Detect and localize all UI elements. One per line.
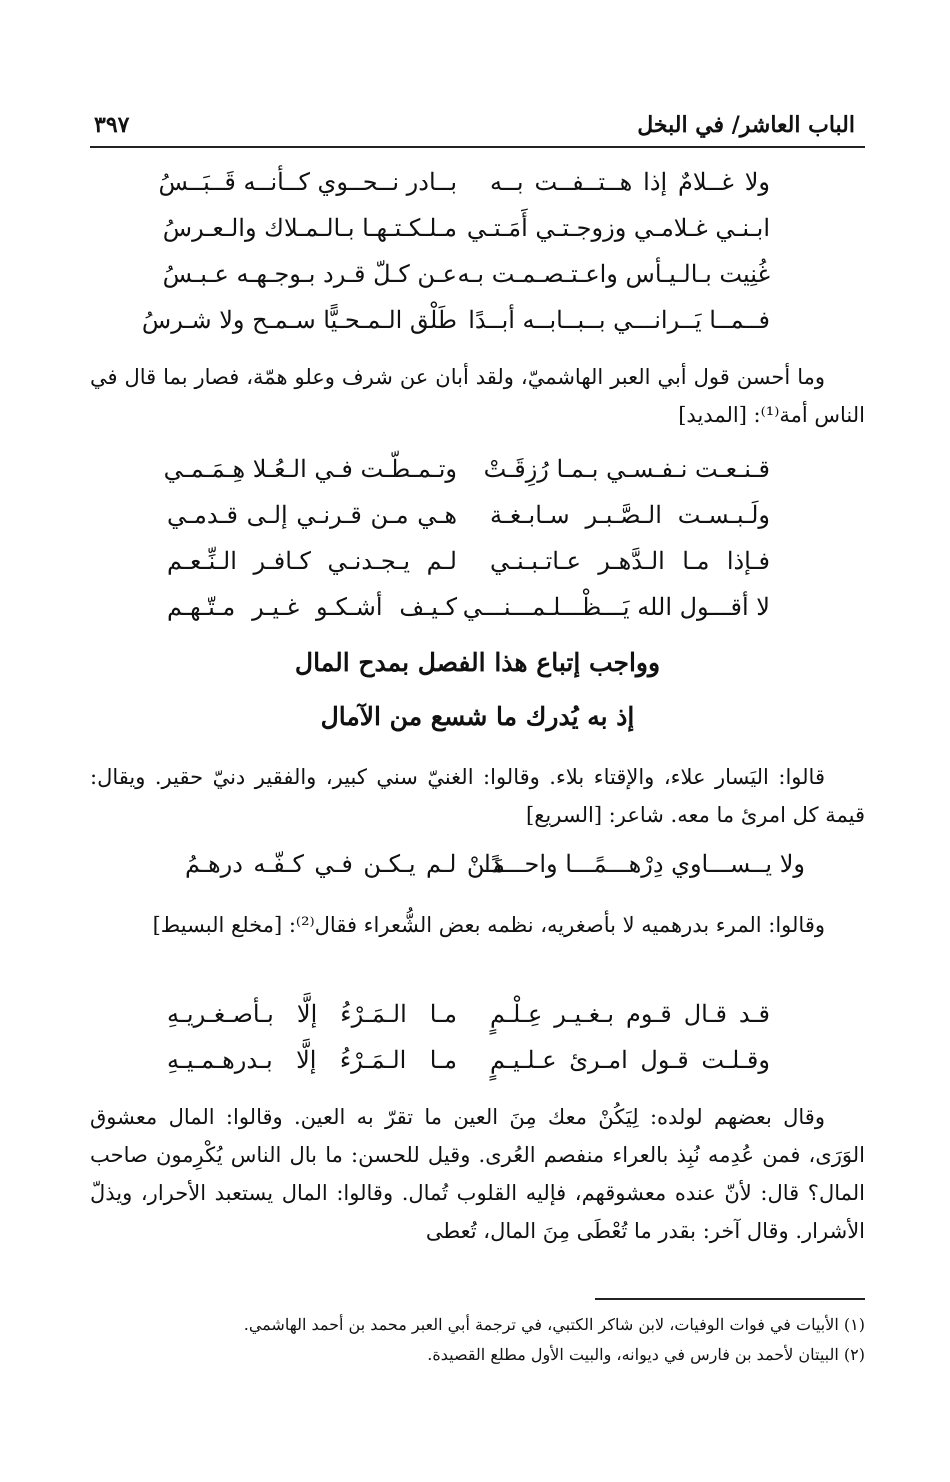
- verse-4: [90, 593, 865, 639]
- verse-1: [90, 455, 865, 501]
- paragraph-text: وقال بعضهم لولده: لِيَكُنْ معك مِنَ العين ما تقرّ به العين. وقالوا: المال معشوق الوَرَى، فمن عُدِمه نُبِذ بالعراء منفصم العُرى. وقيل للحسن: ما بال الناس يُكْرِمون صاحب المال؟ قال: لأنّ عنده معشوقهم، فإليه القلوب تُمال. وقالوا: المال يستعبد الأحرار، ويذلّ الأشرار. وقال آخر: بقدر ما تُعْطَى مِنَ المال، تُعطى: [90, 1105, 865, 1243]
- verse-second-hemistich: طَلْق الـمـحـيًّا سـمـح ولا شـرسُ: [141, 306, 457, 334]
- chapter-title: الباب العاشر/ في البخل: [637, 112, 855, 138]
- verse-first-hemistich: فـإذا مـا الـدَّهـر عـاتـبـنـي: [490, 547, 770, 575]
- paragraph-1: [90, 358, 865, 434]
- verse-1: [90, 1000, 865, 1046]
- verse-2: [90, 214, 865, 260]
- verse-first-hemistich: ولا غــلامٌ إذا هــتــفــت بــه: [490, 168, 770, 196]
- verse-second-hemistich: لـم يـجـدنـي كـافـر الـنِّـعـم: [167, 547, 457, 575]
- paragraph-4: [90, 1098, 865, 1250]
- paragraph-text: قالوا: اليَسار علاء، والإقتاء بلاء. وقالوا: الغنيّ سني كبير، والفقير دنيّ حقير. ويقال: قيمة كل امرئ ما معه. شاعر: [السريع]: [90, 765, 865, 827]
- section-heading-line-2: إذ به يُدرك ما شسع من الآمال: [320, 702, 635, 731]
- verse-second-hemistich: مـا الـمَـرْءُ إلَّا بـدرهـمـيـهِ: [167, 1046, 457, 1074]
- running-header: [90, 110, 865, 148]
- verse-3: [90, 547, 865, 593]
- footnotes: [90, 1310, 865, 1370]
- poem-2: [90, 455, 865, 639]
- verse-2: [90, 1046, 865, 1092]
- verse-first-hemistich: قـنـعـت نـفـسـي بـمـا رُزِقَـتْ: [483, 455, 770, 483]
- verse-first-hemistich: ولَـبـسـت الـصَّـبـر سـابـغـة: [490, 501, 770, 529]
- verse-second-hemistich: كـيـف أشـكـو غـيـر مـتّـهـم: [167, 593, 457, 621]
- verse-second-hemistich: عـن كـلّ قـرد بـوجـهـه عـبـسُ: [162, 260, 457, 288]
- section-heading-line-1: وواجب إتباع هذا الفصل بمدح المال: [294, 648, 661, 677]
- verse-first-hemistich: قـد قـال قـوم بـغـيـر عِـلْـمٍ: [490, 1000, 770, 1028]
- paragraph-3: [90, 906, 865, 944]
- poem-1: [90, 168, 865, 352]
- verse-first-hemistich: ابـنـي غـلامـي وزوجـتـي أَمَـتـي: [466, 214, 770, 242]
- verse-second-hemistich: مـلـكـتـهـا بـالـمـلاك والـعـرسُ: [162, 214, 457, 242]
- verse-4: [90, 306, 865, 352]
- verse-second-hemistich: هـي مـن قـرنـي إلـى قـدمـي: [167, 501, 457, 529]
- paragraph-2: [90, 758, 865, 834]
- poem-3: [90, 1000, 865, 1092]
- verse-1: [90, 168, 865, 214]
- footnote-1: (١) الأبيات في فوات الوفيات، لابن شاكر الكتبي، في ترجمة أبي العبر محمد بن أحمد الهاشمي.: [243, 1315, 865, 1334]
- verse-first-hemistich: فــمــا يَــرانـــي بــبــابــه أبــدًا: [468, 306, 770, 334]
- verse-2: [90, 501, 865, 547]
- verse-first-hemistich: وقـلـت قـول امـرئ عـلـيـمٍ: [490, 1046, 770, 1074]
- verse-second-hemistich: وتـمـطّـت فـي الـعُـلا هِـمَـمـي: [163, 455, 457, 483]
- verse-first-hemistich: غُنِيت بـالـيـأس واعـتـصـمـت بـه: [457, 260, 770, 288]
- verse-first-hemistich: لا أقـــول الله يَـــظْـــلـمـــنـــي: [462, 593, 770, 621]
- footnote-2: (٢) البيتان لأحمد بن فارس في ديوانه، والبيت الأول مطلع القصيدة.: [427, 1345, 865, 1364]
- verse-second-hemistich: مـا الـمَـرْءُ إلَّا بـأصـغـريـهِ: [167, 1000, 457, 1028]
- verse-second-hemistich: بــادر نــحــوي كــأنــه قَــبَــسُ: [158, 168, 457, 196]
- paragraph-text: وقالوا: المرء بدرهميه لا بأصغريه، نظمه بعض الشُّعراء فقال⁽²⁾: [مخلع البسيط]: [152, 913, 825, 937]
- verse-second-hemistich: مَـنْ لـم يـكـن فـي كـفّـه درهـمُ: [185, 850, 505, 878]
- page-number: ٣٩٧: [94, 112, 130, 138]
- verse-first-hemistich: ولا يــســـاوي دِرْهـــمًـــا واحـــدًا: [484, 850, 805, 878]
- paragraph-text: وما أحسن قول أبي العبر الهاشميّ، ولقد أبان عن شرف وعلو همّة، فصار بما قال في الناس أمة⁽¹⁾: [المديد]: [90, 365, 865, 427]
- verse-3: [90, 260, 865, 306]
- footnote-separator: [595, 1298, 865, 1300]
- book-page: [90, 0, 865, 1482]
